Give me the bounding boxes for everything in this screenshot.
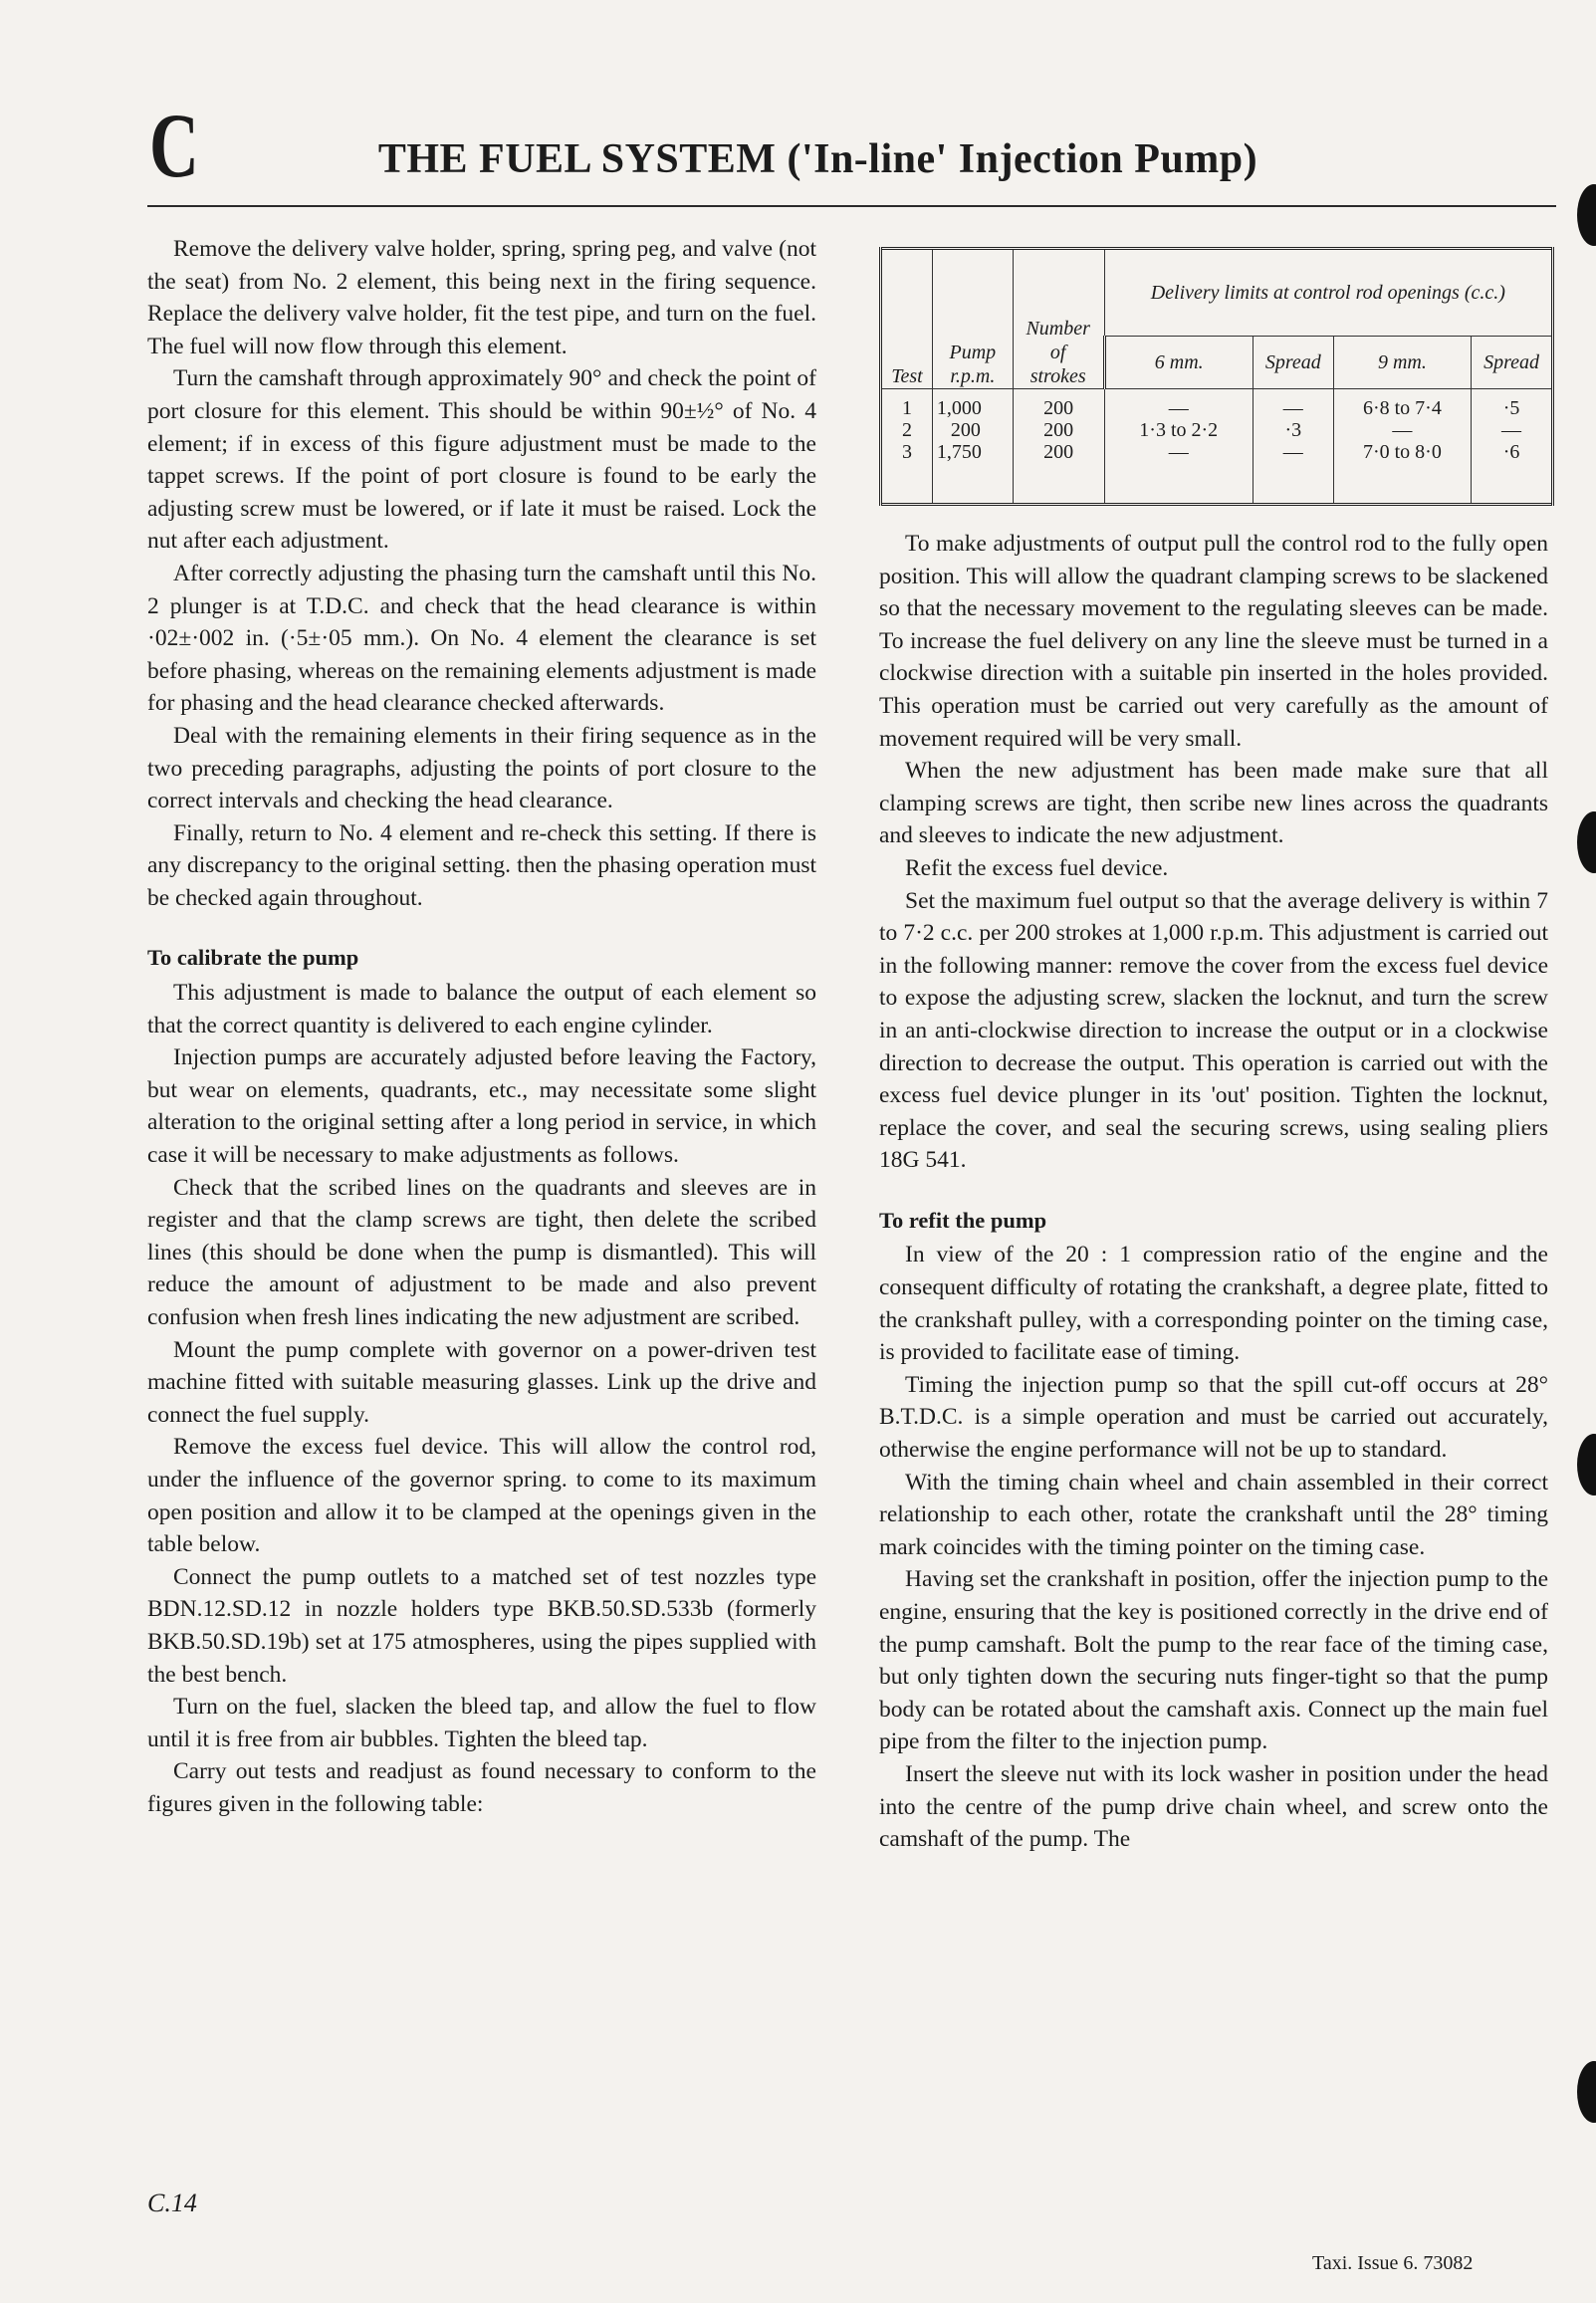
cell-test: 1 2 3 [881, 389, 933, 505]
cell-strokes: 200 200 200 [1013, 389, 1104, 505]
paragraph: Remove the excess fuel device. This will allow the control rod, under the influence of the governor spring. to come to its maximum open position and allow it to be clamped at the openings given in the table below. [147, 1434, 816, 1558]
table-row [881, 389, 1553, 505]
paragraph: Check that the scribed lines on the quadrants and sleeves are in register and that the clamp screws are tight, then delete the scribed lines (this should be done when the pump is dismantled). This will reduce the amount of adjustment to be made and also prevent confusion when fresh lines indicating the new adjustment are scribed. [147, 1174, 816, 1330]
paragraph: This adjustment is made to balance the output of each element so that the correct quantity is delivered to each engine cylinder. [147, 980, 816, 1038]
paragraph: Timing the injection pump so that the spill cut-off occurs at 28° B.T.D.C. is a simple operation and must be carried out accurately, otherwise the engine performance will not be up to standard. [879, 1371, 1548, 1464]
paragraph: Turn the camshaft through approximately 90° and check the point of port closure for this element. This should be within 90±½° of No. 4 element; if in excess of this figure adjustment must be made to the tappet screws. If the point of port closure is found to be early the adjusting screw must be lowered, or if late it must be raised. Lock the nut after each adjustment. [147, 365, 816, 555]
col-header-spread-6mm: Spread [1253, 337, 1333, 389]
col-header-delivery-limits: Delivery limits at control rod openings (c.c.) [1104, 249, 1552, 337]
section-heading: To calibrate the pump [147, 945, 359, 971]
binder-hole [1577, 2061, 1596, 2123]
col-header-spread-9mm: Spread [1472, 337, 1553, 389]
paragraph: In view of the 20 : 1 compression ratio of the engine and the consequent difficulty of rotating the crankshaft, a degree plate, fitted to the crankshaft pulley, with a corresponding pointer on the timing case, is provided to facilitate ease of timing. [879, 1242, 1548, 1366]
col-header-6mm: 6 mm. [1104, 337, 1253, 389]
cell-spread-6mm: — ·3 — [1253, 389, 1333, 505]
cell-6mm: — 1·3 to 2·2 — [1104, 389, 1253, 505]
cell-9mm: 6·8 to 7·4 — 7·0 to 8·0 [1333, 389, 1471, 505]
section-letter: C [149, 95, 199, 196]
footer-issue: Taxi. Issue 6. 73082 [1312, 2252, 1474, 2274]
section-heading: To refit the pump [879, 1207, 1047, 1233]
paragraph: Deal with the remaining elements in their firing sequence as in the two preceding paragraphs, adjusting the points of port closure to the correct intervals and checking the head clearance. [147, 722, 816, 814]
header-rule [147, 205, 1556, 207]
page-number: C.14 [147, 2188, 197, 2217]
paragraph: After correctly adjusting the phasing turn the camshaft until this No. 2 plunger is at T.D.C. and check that the head clearance is within ·02±·002 in. (·5±·05 mm.). On No. 4 element the clearance is set before phasing, whereas on the remaining elements adjustment is made for phasing and the head clearance checked afterwards. [147, 560, 816, 717]
paragraph: Insert the sleeve nut with its lock washer in position under the head into the centre of the pump drive chain wheel, and screw onto the camshaft of the pump. The [879, 1760, 1548, 1853]
paragraph: Carry out tests and readjust as found necessary to conform to the figures given in the following table: [147, 1758, 816, 1817]
paragraph: Connect the pump outlets to a matched set of test nozzles type BDN.12.SD.12 in nozzle holders type BKB.50.SD.533b (formerly BKB.50.SD.19b) set at 175 atmospheres, using the pipes supplied with the best bench. [147, 1563, 816, 1688]
paragraph: Remove the delivery valve holder, spring, spring peg, and valve (not the seat) from No. 2 element, this being next in the firing sequence. Replace the delivery valve holder, fit the test pipe, and turn on the fuel. The fuel will now flow through this element. [147, 236, 816, 359]
paragraph: Mount the pump complete with governor on a power-driven test machine fitted with suitable measuring glasses. Link up the drive and connect the fuel supply. [147, 1336, 816, 1428]
binder-hole [1577, 1434, 1596, 1496]
paragraph: To make adjustments of output pull the control rod to the fully open position. This will allow the quadrant clamping screws to be slackened so that the necessary movement to the regulating sleeves can be made. To increase the fuel delivery on any line the sleeve must be turned in a clockwise direction with a suitable pin inserted in the holes provided. This operation must be carried out very carefully as the amount of movement required will be very small. [879, 531, 1548, 752]
binder-hole [1577, 184, 1596, 246]
paragraph: Having set the crankshaft in position, offer the injection pump to the engine, ensuring that the key is positioned correctly in the drive end of the pump camshaft. Bolt the pump to the rear face of the timing case, but only tighten down the securing nuts finger-tight so that the pump body can be rotated about the camshaft axis. Connect up the main fuel pipe from the filter to the injection pump. [879, 1566, 1548, 1755]
paragraph: Set the maximum fuel output so that the average delivery is within 7 to 7·2 c.c. per 200 strokes at 1,000 r.p.m. This adjustment is carried out in the following manner: remove the cover from the excess fuel device to expose the adjusting screw, slacken the locknut, and turn the screw in an anti-clockwise direction to increase the output or in a clockwise direction to decrease the output. This operation is carried out with the excess fuel device plunger in its 'out' position. Tighten the locknut, replace the cover, and seal the securing screws, using sealing pliers 18G 541. [879, 887, 1548, 1174]
col-header-9mm: 9 mm. [1333, 337, 1471, 389]
paragraph: Turn on the fuel, slacken the bleed tap, and allow the fuel to flow until it is free from air bubbles. Tighten the bleed tap. [147, 1694, 816, 1752]
binder-hole [1577, 811, 1596, 873]
col-header-pump: Pump r.p.m. [932, 249, 1013, 389]
cell-spread-9mm: ·5 — ·6 [1472, 389, 1553, 505]
delivery-limits-table [879, 247, 1554, 506]
paragraph: With the timing chain wheel and chain assembled in their correct relationship to each other, rotate the crankshaft until the 28° timing mark coincides with the timing pointer on the timing case. [879, 1469, 1548, 1560]
col-header-test: Test [881, 249, 933, 389]
paragraph: Refit the excess fuel device. [905, 854, 1169, 881]
paragraph: Finally, return to No. 4 element and re-check this setting. If there is any discrepancy to the original setting. then the phasing operation must be checked again throughout. [147, 819, 816, 911]
left-column [147, 233, 816, 1821]
right-column [879, 528, 1548, 1856]
paragraph: When the new adjustment has been made make sure that all clamping screws are tight, then scribe new lines across the quadrants and sleeves to indicate the new adjustment. [879, 758, 1548, 849]
page-title: THE FUEL SYSTEM ('In-line' Injection Pump) [377, 136, 1258, 182]
col-header-strokes: Number of strokes [1013, 249, 1104, 389]
paragraph: Injection pumps are accurately adjusted before leaving the Factory, but wear on elements, quadrants, etc., may necessitate some slight alteration to the original setting after a long period in service, in which case it will be necessary to make adjustments as follows. [147, 1044, 816, 1169]
cell-rpm: 1,000 200 1,750 [932, 389, 1013, 505]
